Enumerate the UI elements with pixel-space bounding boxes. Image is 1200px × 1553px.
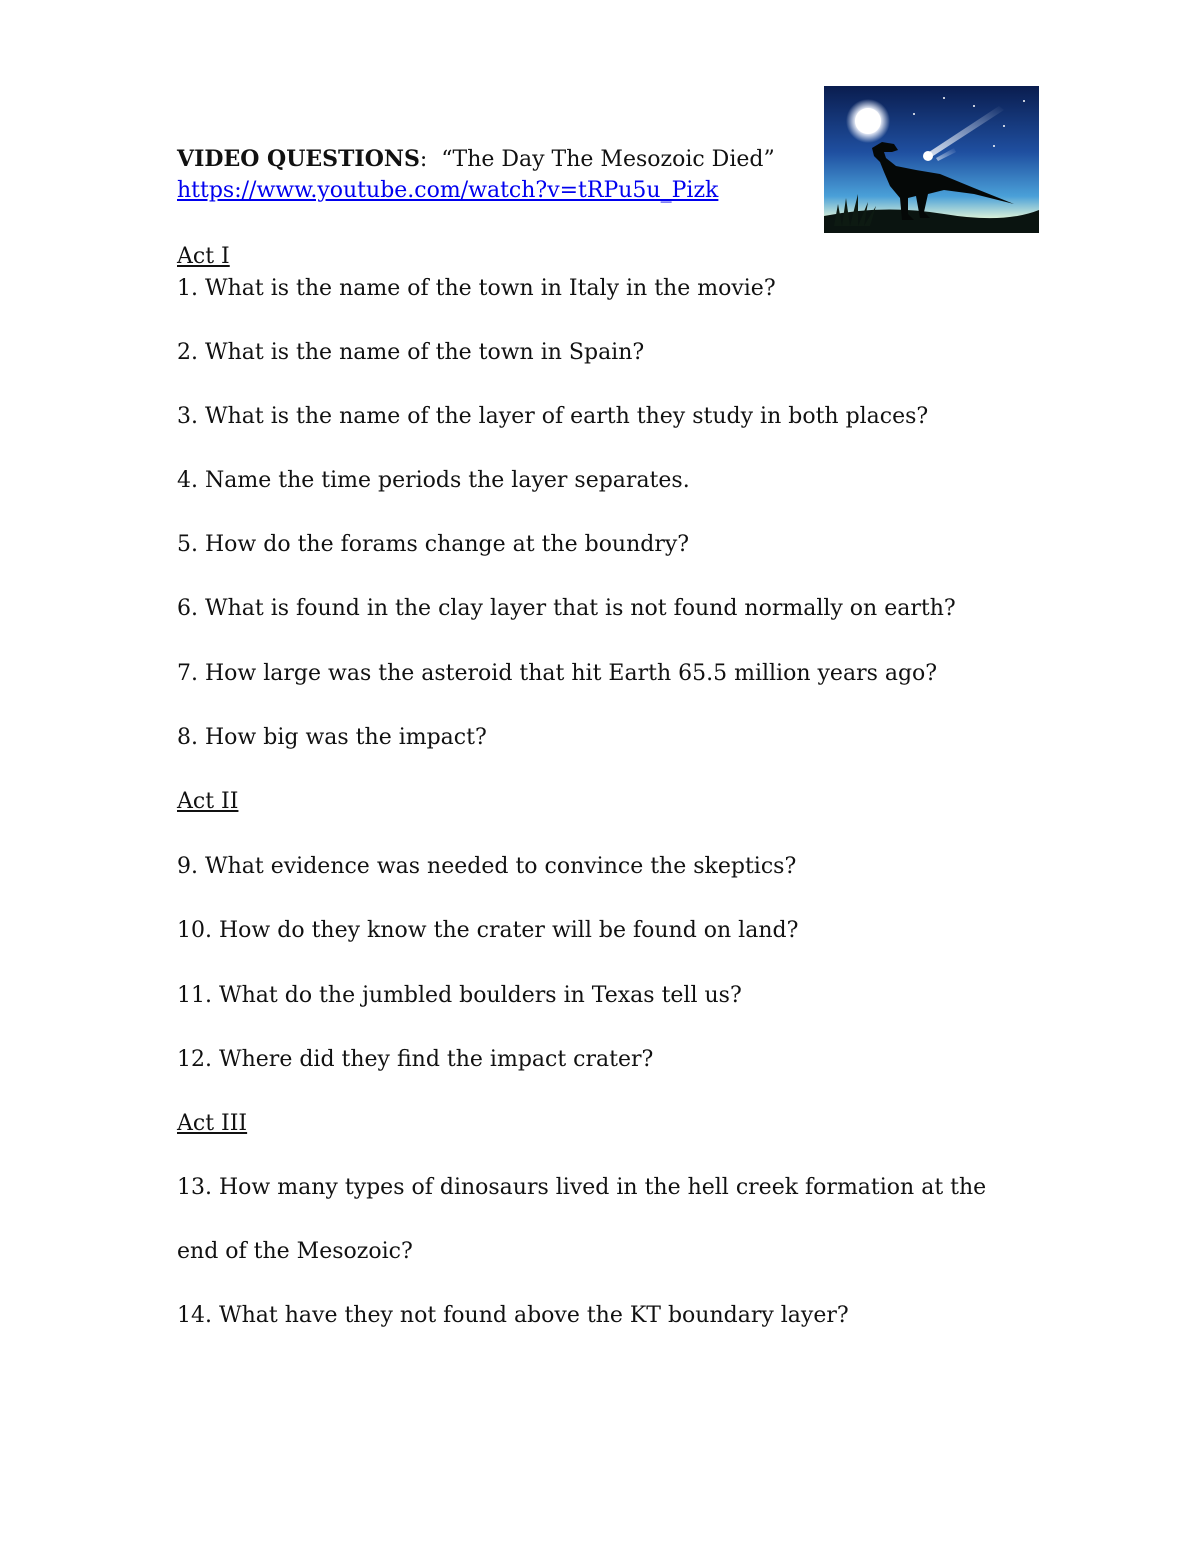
heading-label: VIDEO QUESTIONS (177, 146, 420, 172)
question-number: 8. (177, 725, 198, 750)
heading-separator: : (419, 147, 428, 172)
question-item (177, 274, 776, 304)
question-item (177, 594, 956, 624)
act-2-title: Act II (177, 789, 239, 814)
question-number: 5. (177, 532, 198, 557)
question-number: 4. (177, 468, 198, 493)
question-text: How large was the asteroid that hit Earth 65.5 million years ago? (205, 661, 938, 686)
question-number: 10. (177, 918, 212, 943)
question-item (177, 466, 690, 496)
question-item (177, 1301, 849, 1331)
question-text: How many types of dinosaurs lived in the hell creek formation at the (219, 1175, 987, 1200)
question-continuation: end of the Mesozoic? (177, 1239, 413, 1264)
video-link-line (177, 176, 718, 206)
question-number: 13. (177, 1175, 212, 1200)
question-number: 6. (177, 596, 198, 621)
question-item (177, 723, 487, 753)
question-text: Where did they find the impact crater? (219, 1047, 654, 1072)
question-item (177, 659, 937, 689)
question-item (177, 338, 644, 368)
question-number: 2. (177, 340, 198, 365)
act-1-title: Act I (177, 244, 230, 269)
act-3-title: Act III (177, 1111, 248, 1136)
question-number: 3. (177, 404, 198, 429)
question-text: What evidence was needed to convince the skeptics? (205, 854, 797, 879)
question-number: 14. (177, 1303, 212, 1328)
video-link[interactable]: https://www.youtube.com/watch?v=tRPu5u_Pizk (177, 178, 719, 203)
question-item (177, 1173, 986, 1203)
question-number: 11. (177, 983, 212, 1008)
dinosaur-meteor-illustration (824, 86, 1039, 233)
question-text: What is the name of the town in Italy in the movie? (205, 276, 776, 301)
question-number: 9. (177, 854, 198, 879)
question-number: 12. (177, 1047, 212, 1072)
question-text: How do the forams change at the boundry? (205, 532, 690, 557)
question-text: Name the time periods the layer separates. (205, 468, 690, 493)
question-text: How big was the impact? (205, 725, 487, 750)
question-text: What do the jumbled boulders in Texas tell us? (219, 983, 742, 1008)
question-item (177, 1045, 653, 1075)
video-title: “The Day The Mesozoic Died” (441, 147, 775, 172)
question-item (177, 981, 742, 1011)
question-item (177, 402, 928, 432)
question-item (177, 852, 796, 882)
question-text: What is the name of the layer of earth they study in both places? (205, 404, 929, 429)
question-text: How do they know the crater will be found on land? (219, 918, 799, 943)
question-text: What have they not found above the KT boundary layer? (219, 1303, 849, 1328)
question-number: 1. (177, 276, 198, 301)
question-text: What is found in the clay layer that is not found normally on earth? (205, 596, 956, 621)
question-item (177, 916, 798, 946)
question-item (177, 530, 689, 560)
question-number: 7. (177, 661, 198, 686)
question-text: What is the name of the town in Spain? (205, 340, 645, 365)
worksheet-heading (177, 144, 775, 175)
